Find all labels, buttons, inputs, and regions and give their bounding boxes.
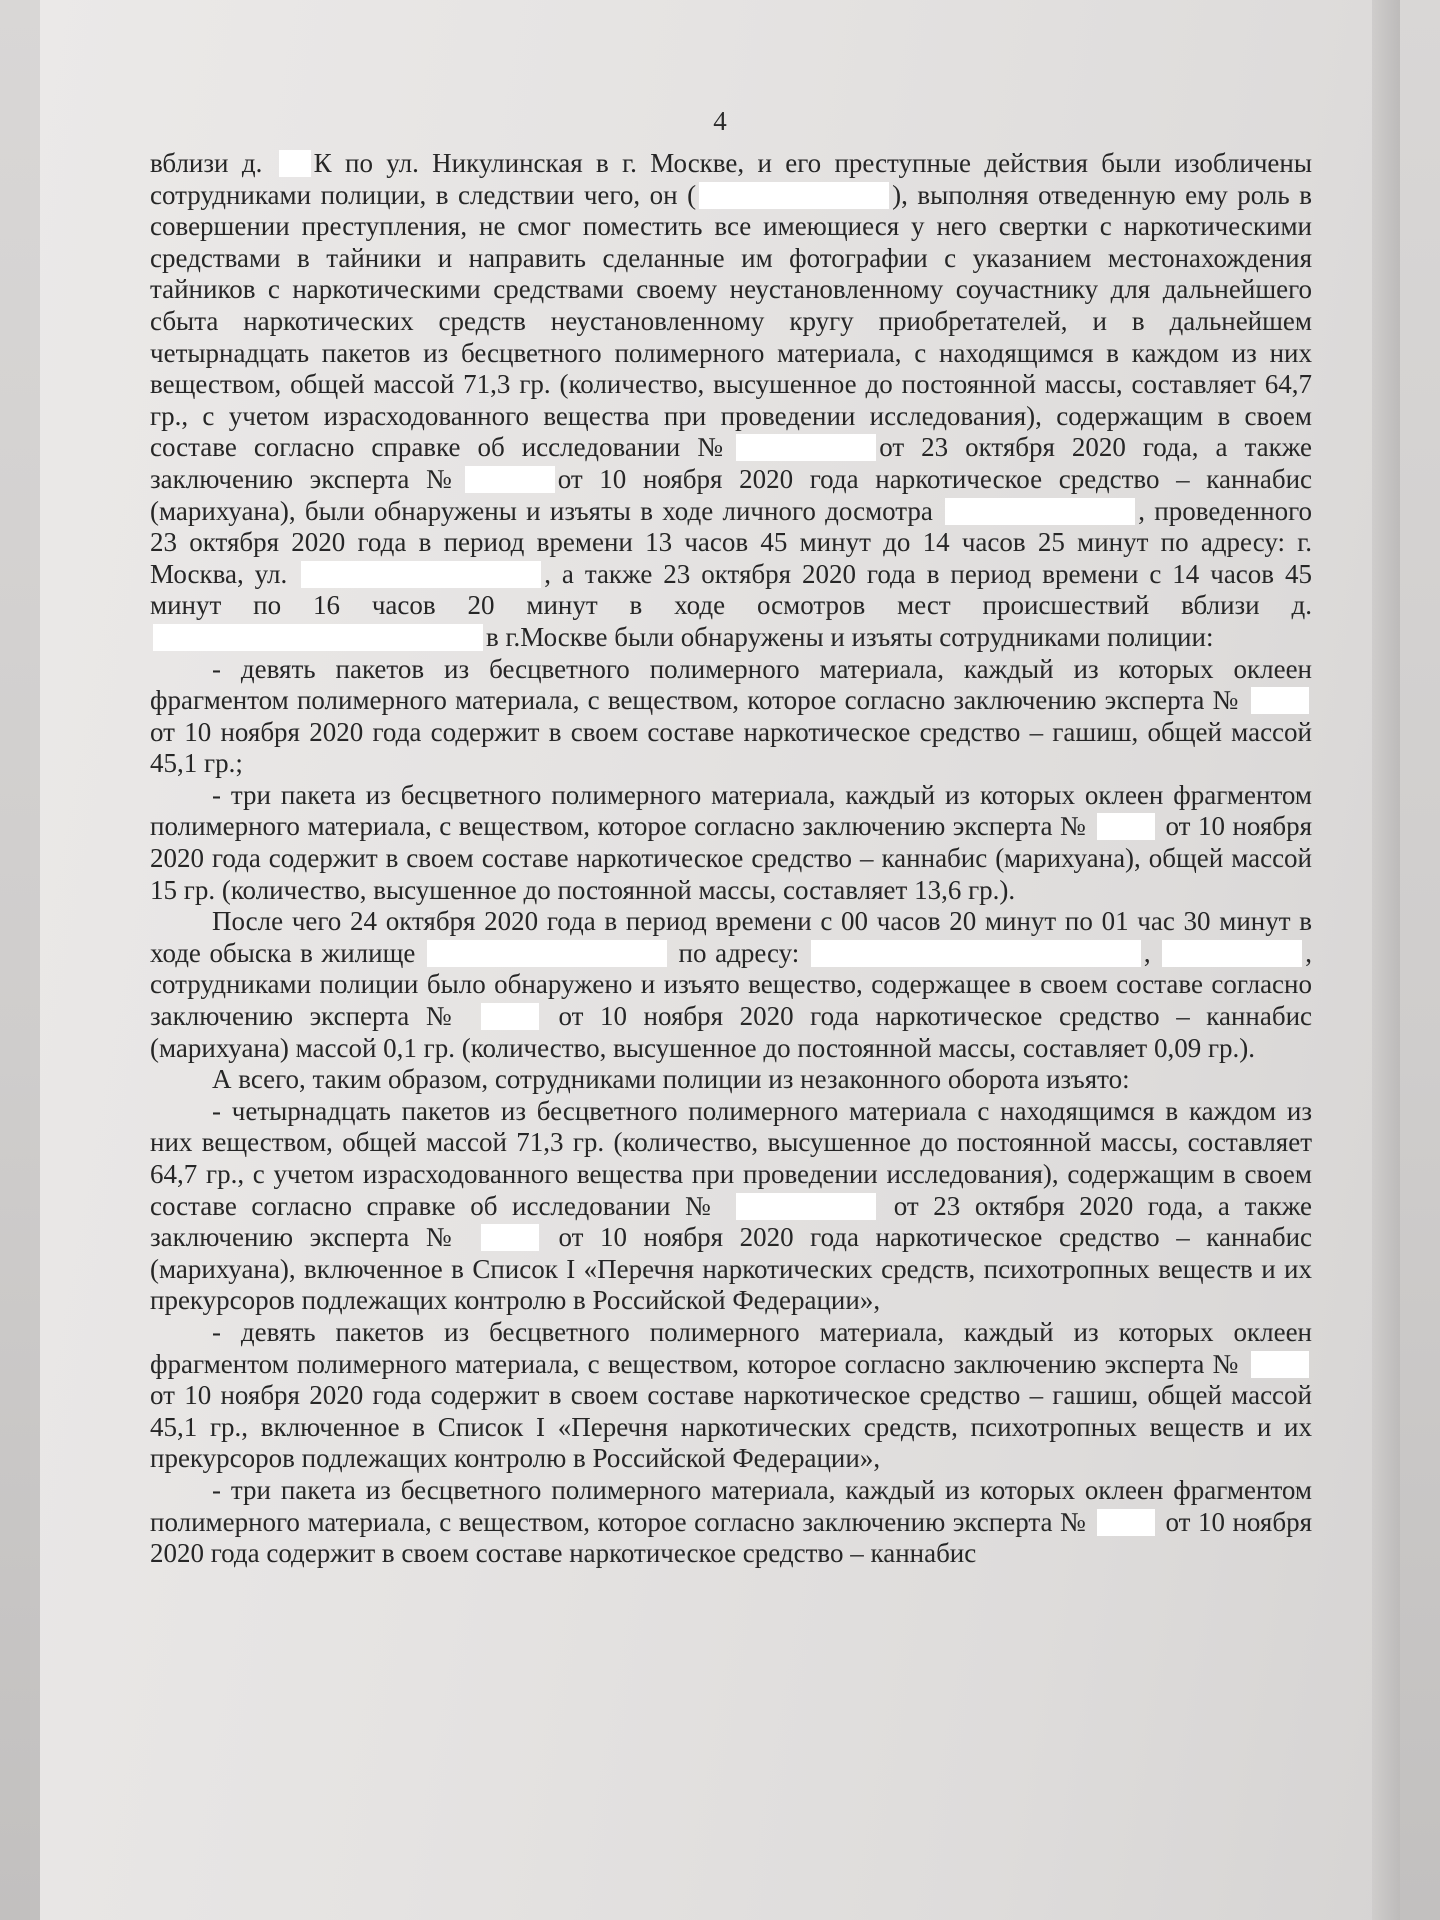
text-segment: от 23 октября 2020 года, а также заключению эксперта № (150, 1190, 1312, 1253)
paragraph-8 (150, 1475, 1312, 1570)
redaction-block (736, 1193, 876, 1220)
text-segment: от 10 ноября 2020 года наркотическое средство – каннабис (марихуана), были обнаружены и изъяты в ходе личного досмотра (150, 463, 1313, 526)
redaction-block (481, 1003, 539, 1030)
text-segment: - три пакета из бесцветного полимерного материала, каждый из которых оклеен фрагментом полимерного материала, с веществом, которое согласно заключению эксперта № (150, 779, 1312, 842)
redaction-block (465, 466, 555, 493)
text-segment: в г.Москве были обнаружены и изъяты сотрудниками полиции: (486, 621, 1214, 652)
redaction-block (945, 498, 1135, 525)
redaction-block (1162, 940, 1302, 967)
redaction-block (1251, 687, 1309, 714)
redaction-block (1251, 1351, 1309, 1378)
redaction-block (736, 434, 876, 461)
text-segment: от 10 ноября 2020 года содержит в своем составе наркотическое средство – каннабис (150, 1506, 1312, 1569)
redaction-block (699, 182, 889, 209)
paragraph-1 (150, 148, 1312, 654)
text-segment: , а также 23 октября 2020 года в период времени с 14 часов 45 минут по 16 часов 20 минут в ходе осмотров мест происшествий вблизи д. (150, 558, 1312, 621)
text-segment: от 10 ноября 2020 года наркотическое средство – каннабис (марихуана) массой 0,1 гр. (количество, высушенное до постоянной массы, составляет 0,09 гр.). (150, 1001, 1313, 1063)
paragraph-7 (150, 1317, 1312, 1475)
text-segment: от 10 ноября 2020 года содержит в своем составе наркотическое средство – каннабис (марихуана), общей массой 15 гр. (количество, высушенное до постоянной массы, составляет 13,6 гр.). (150, 811, 1312, 905)
paragraph-2 (150, 654, 1312, 780)
redaction-block (1097, 813, 1155, 840)
paragraph-4 (150, 906, 1312, 1064)
text-segment: К по ул. Никулинская в г. Москве, и его преступные действия были изобличены сотрудниками полиции, в следствии чего, он ( (150, 148, 1313, 210)
text-segment: , (1143, 937, 1160, 968)
text-segment: А всего, таким образом, сотрудниками полиции из незаконного оборота изъято: (212, 1064, 1130, 1095)
page-edge-shadow (1372, 0, 1400, 1920)
text-segment: от 23 октября 2020 года, а также заключению эксперта № (150, 432, 1312, 494)
paragraph-6 (150, 1096, 1312, 1317)
redaction-block (279, 150, 311, 177)
text-segment: - девять пакетов из бесцветного полимерного материала, каждый из которых оклеен фрагментом полимерного материала, с веществом, которое согласно заключению эксперта № (150, 653, 1312, 716)
text-segment: ), выполняя отведенную ему роль в совершении преступления, не смог поместить все имеющиеся у него свертки с наркотическими средствами в тайники и направить сделанные им фотографии с указанием местонахождения тайников с наркотическими средствами своему неустановленному соучастнику для дальнейшего сбыта наркотических средств неустановленному кругу приобретателей, и в дальнейшем четырнадцать пакетов из бесцветного полимерного материала, с находящимся в каждом из них веществом, общей массой 71,3 гр. (количество, высушенное до постоянной массы, составляет 64,7 гр., с учетом израсходованного вещества при проведении исследования), содержащим в своем составе согласно справке об исследовании № (150, 179, 1312, 463)
redaction-block (427, 940, 667, 967)
text-segment: - девять пакетов из бесцветного полимерного материала, каждый из которых оклеен фрагментом полимерного материала, с веществом, которое согласно заключению эксперта № (150, 1316, 1312, 1379)
text-segment: - три пакета из бесцветного полимерного материала, каждый из которых оклеен фрагментом полимерного материала, с веществом, которое согласно заключению эксперта № (150, 1474, 1312, 1537)
text-segment: - четырнадцать пакетов из бесцветного полимерного материала с находящимся в каждом из них веществом, общей массой 71,3 гр. (количество, высушенное до постоянной массы, составляет 64,7 гр., с учетом израсходованного вещества при проведении исследования), содержащим в своем составе согласно справке об исследовании № (150, 1095, 1312, 1221)
text-segment: от 10 ноября 2020 года наркотическое средство – каннабис (марихуана), включенное в Список I «Перечня наркотических средств, психотропных веществ и их прекурсоров подлежащих контролю в Российской Федерации», (150, 1222, 1313, 1316)
document-body (150, 148, 1312, 1570)
redaction-block (301, 561, 541, 588)
text-segment: вблизи д. (150, 148, 276, 178)
text-segment: После чего 24 октября 2020 года в период времени с 00 часов 20 минут по 01 час 30 минут в ходе обыска в жилище (150, 906, 1312, 968)
redaction-block (481, 1224, 539, 1251)
text-segment: от 10 ноября 2020 года содержит в своем составе наркотическое средство – гашиш, общей массой 45,1 гр.; (150, 716, 1312, 779)
paragraph-5 (150, 1064, 1312, 1096)
redaction-block (1097, 1509, 1155, 1536)
text-segment: , проведенного 23 октября 2020 года в период времени 13 часов 45 минут до 14 часов 25 минут по адресу: г. Москва, ул. (150, 495, 1312, 589)
paragraph-3 (150, 780, 1312, 906)
redaction-block (153, 624, 483, 651)
text-segment: , сотрудниками полиции было обнаружено и изъято вещество, содержащее в своем составе согласно заключению эксперта № (150, 937, 1312, 1032)
text-segment: от 10 ноября 2020 года содержит в своем составе наркотическое средство – гашиш, общей массой 45,1 гр., включенное в Список I «Перечня наркотических средств, психотропных веществ и их прекурсоров подлежащих контролю в Российской Федерации», (150, 1380, 1312, 1474)
redaction-block (811, 940, 1141, 967)
page-number: 4 (713, 106, 727, 136)
text-segment: по адресу: (669, 937, 808, 968)
